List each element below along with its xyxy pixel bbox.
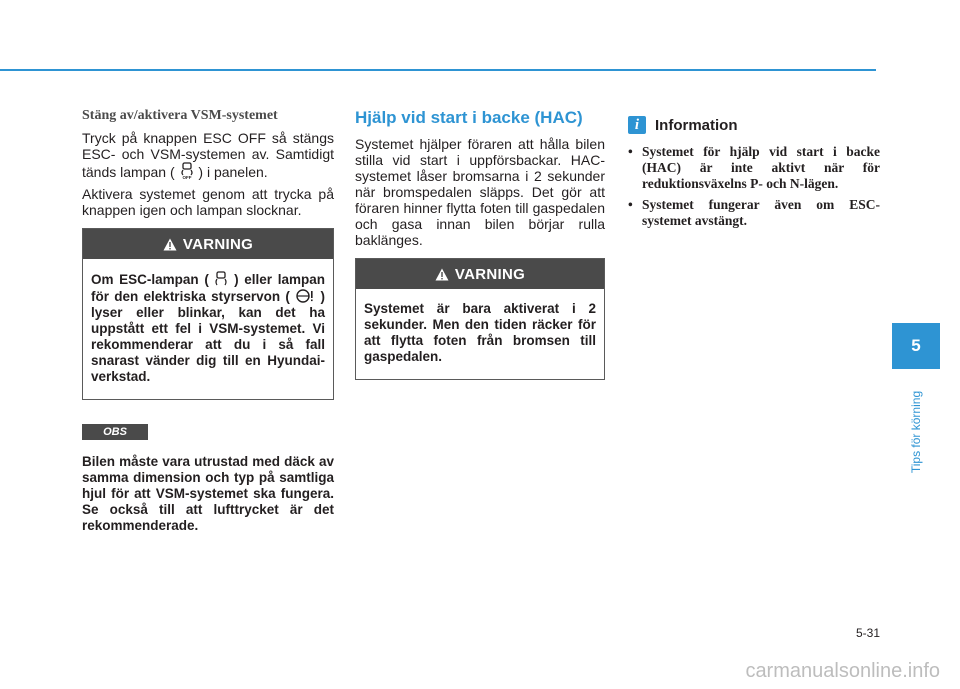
hac-warning-text: Systemet är bara aktiverat i 2 sekunder. Men den tiden räcker för att flytta foten från bromsen till gaspedalen. bbox=[364, 301, 596, 364]
hac-paragraph: Systemet hjälper föraren att hålla bilen stilla vid start i uppförsbackar. HAC-systemet låser bromsarna i 2 sekunder när bromspedalen släpps. Det gör att föraren hinner flytta foten till gaspedalen och gasa innan bilen börjar rulla baklänges. bbox=[355, 136, 605, 248]
warning-triangle-icon bbox=[435, 268, 449, 281]
warning-triangle-icon bbox=[163, 238, 177, 251]
hac-heading: Hjälp vid start i backe (HAC) bbox=[355, 108, 583, 127]
info-icon: i bbox=[628, 116, 646, 134]
vsm-warning-box bbox=[82, 228, 334, 400]
obs-text: Bilen måste vara utrustad med däck av samma dimension och typ på samtliga hjul för att VSM-systemet ska fungera. Se också till att lufttrycket är det rekommenderade. bbox=[82, 454, 334, 533]
vsm-warning-header: VARNING bbox=[83, 229, 333, 259]
list-item: • Systemet för hjälp vid start i backe (HAC) är inte aktivt när för reduktionsväxelns P- och N-lägen. bbox=[628, 144, 880, 191]
information-heading: i Information bbox=[628, 116, 880, 134]
chapter-number-tab: 5 bbox=[892, 323, 940, 369]
vsm-heading: Stäng av/aktivera VSM-systemet bbox=[82, 108, 278, 123]
hac-warning-box bbox=[355, 258, 605, 380]
vsm-warning-text: Om ESC-lampan ( ) eller lampan för den elektriska styrservon ( ) lyser eller blinkar, kan det ha uppstått ett fel i VSM-systemet. Vi rekommenderar att du i så fall snarast vänder dig till en Hyundai-verkstad. bbox=[91, 272, 325, 384]
list-item: • Systemet fungerar även om ESC-systemet avstängt. bbox=[628, 197, 880, 228]
hac-warning-header: VARNING bbox=[356, 259, 604, 289]
column-vsm bbox=[82, 108, 334, 534]
obs-label: OBS bbox=[82, 424, 148, 440]
svg-text:OFF: OFF bbox=[182, 175, 191, 180]
column-information bbox=[628, 116, 880, 234]
watermark: carmanualsonline.info bbox=[745, 660, 940, 682]
column-hac bbox=[355, 108, 605, 380]
page-number: 5-31 bbox=[855, 626, 880, 640]
esc-indicator-icon bbox=[214, 271, 228, 287]
esc-off-indicator-icon bbox=[179, 162, 195, 180]
information-list bbox=[628, 144, 880, 229]
steering-wheel-warning-icon bbox=[295, 288, 315, 304]
vsm-paragraph-1: Tryck på knappen ESC OFF så stängs ESC- och VSM-systemen av. Samtidigt tänds lampan ( OFF ) i panelen. bbox=[82, 130, 334, 180]
vsm-paragraph-2: Aktivera systemet genom att trycka på knappen igen och lampan slocknar. bbox=[82, 186, 334, 218]
header-rule bbox=[0, 69, 876, 71]
chapter-title: Tips för körning bbox=[909, 390, 923, 474]
